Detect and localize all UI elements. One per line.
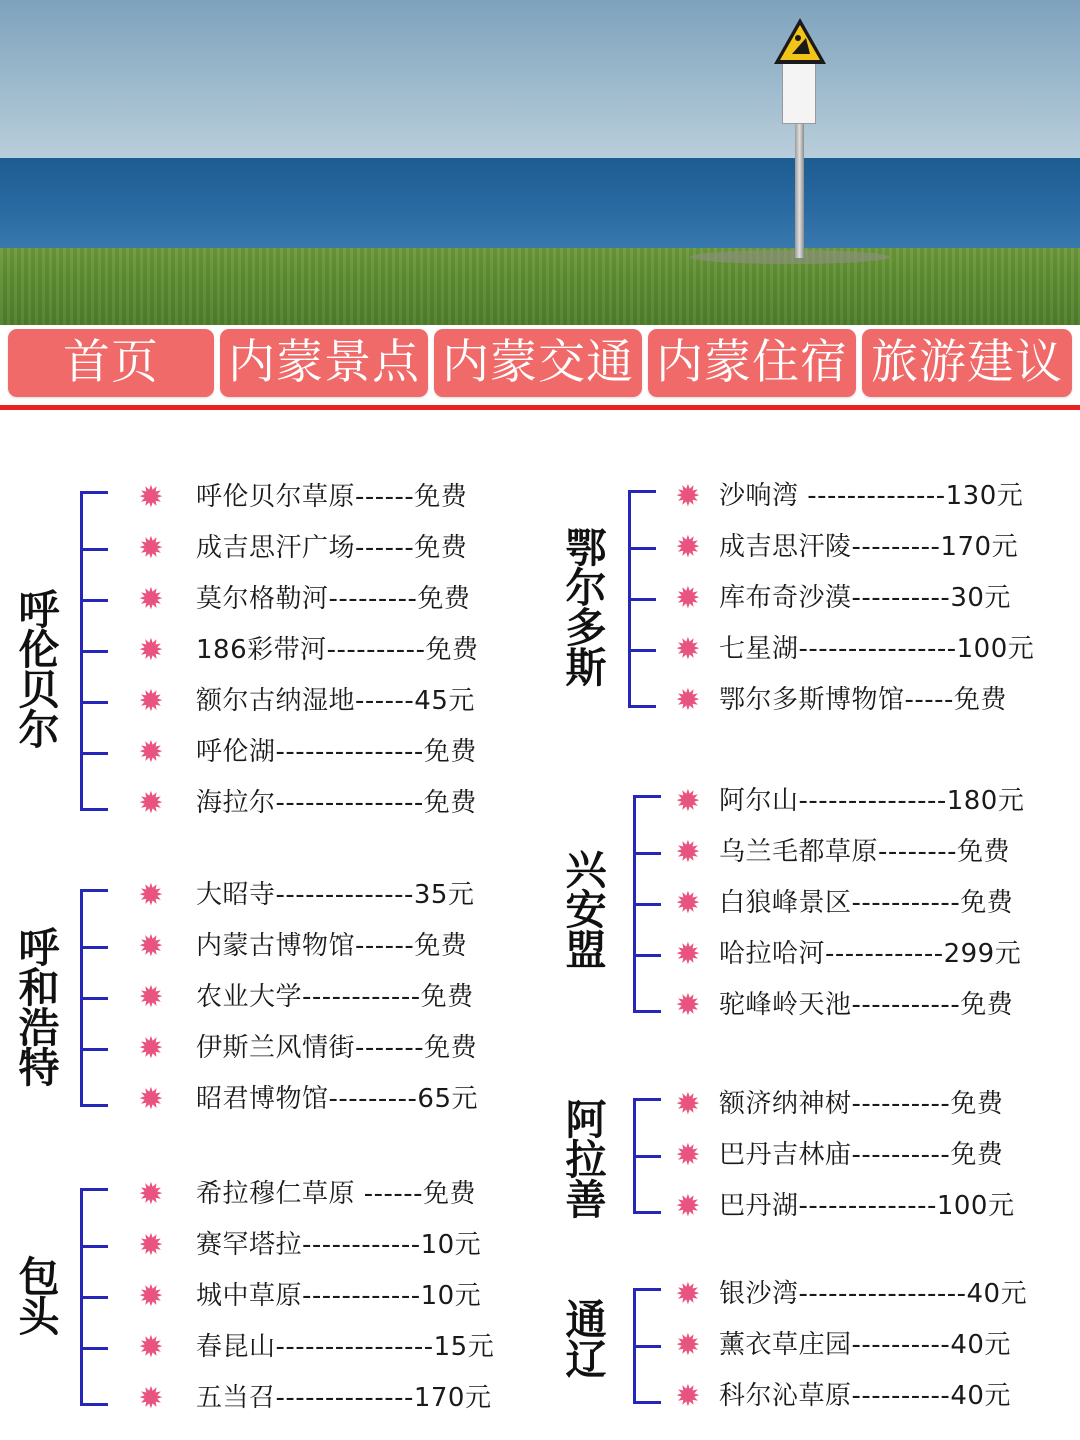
attraction-entry: 巴丹吉林庙----------免费 bbox=[719, 1140, 1004, 1170]
pink-starburst-icon: ✹ bbox=[138, 980, 164, 1015]
tab-travel-tips[interactable]: 旅游建议 bbox=[862, 329, 1072, 397]
tab-attractions[interactable]: 内蒙景点 bbox=[220, 329, 428, 397]
pink-starburst-icon: ✹ bbox=[675, 988, 701, 1023]
tab-accommodation[interactable]: 内蒙住宿 bbox=[648, 329, 856, 397]
attraction-entry: 内蒙古博物馆------免费 bbox=[196, 931, 468, 961]
pink-starburst-icon: ✹ bbox=[138, 531, 164, 566]
attraction-entry: 伊斯兰风情街-------免费 bbox=[196, 1033, 478, 1063]
pink-starburst-icon: ✹ bbox=[138, 1082, 164, 1117]
pink-starburst-icon: ✹ bbox=[675, 835, 701, 870]
bracket-tick bbox=[633, 795, 661, 798]
cliff-warning-sign-icon bbox=[772, 16, 828, 66]
pink-starburst-icon: ✹ bbox=[675, 1138, 701, 1173]
attraction-entry: 库布奇沙漠----------30元 bbox=[719, 583, 1011, 613]
city-label: 通 辽 bbox=[565, 1296, 607, 1384]
pink-starburst-icon: ✹ bbox=[675, 1379, 701, 1414]
pink-starburst-icon: ✹ bbox=[138, 1330, 164, 1365]
city-label: 兴 安 盟 bbox=[565, 846, 607, 974]
bracket-tick bbox=[633, 1401, 661, 1404]
attraction-entry: 五当召--------------170元 bbox=[196, 1383, 492, 1413]
pink-starburst-icon: ✹ bbox=[138, 1381, 164, 1416]
bracket-tick bbox=[80, 1245, 108, 1248]
attraction-entry: 赛罕塔拉------------10元 bbox=[196, 1230, 482, 1260]
city-label: 阿 拉 善 bbox=[565, 1096, 607, 1224]
attraction-entry: 海拉尔---------------免费 bbox=[196, 788, 477, 818]
attraction-entry: 额尔古纳湿地------45元 bbox=[196, 686, 475, 716]
pink-starburst-icon: ✹ bbox=[138, 929, 164, 964]
bracket-tick bbox=[80, 548, 108, 551]
bracket-tick bbox=[80, 1104, 108, 1107]
sign-board bbox=[782, 62, 816, 124]
pink-starburst-icon: ✹ bbox=[138, 786, 164, 821]
attraction-entry: 成吉思汗陵---------170元 bbox=[719, 532, 1019, 562]
header-photo bbox=[0, 0, 1080, 325]
tab-home[interactable]: 首页 bbox=[8, 329, 214, 397]
pink-starburst-icon: ✹ bbox=[675, 784, 701, 819]
attraction-entry: 乌兰毛都草原--------免费 bbox=[719, 837, 1011, 867]
attraction-entry: 阿尔山---------------180元 bbox=[719, 786, 1025, 816]
bracket-tick bbox=[80, 752, 108, 755]
attraction-entry: 大昭寺--------------35元 bbox=[196, 880, 475, 910]
nav-bar bbox=[0, 325, 1080, 415]
bracket-tick bbox=[80, 997, 108, 1000]
bracket-tick bbox=[633, 1155, 661, 1158]
attraction-entry: 呼伦湖---------------免费 bbox=[196, 737, 477, 767]
bracket-tick bbox=[633, 1345, 661, 1348]
nav-divider bbox=[0, 405, 1080, 410]
bracket-tick bbox=[80, 599, 108, 602]
pink-starburst-icon: ✹ bbox=[138, 480, 164, 515]
rocky-shore bbox=[690, 250, 890, 264]
pink-starburst-icon: ✹ bbox=[138, 1228, 164, 1263]
attraction-entry: 白狼峰景区-----------免费 bbox=[719, 888, 1014, 918]
attraction-entry: 银沙湾-----------------40元 bbox=[719, 1279, 1028, 1309]
bracket-tick bbox=[80, 701, 108, 704]
sign-pole bbox=[795, 112, 804, 258]
bracket-tick bbox=[80, 1296, 108, 1299]
pink-starburst-icon: ✹ bbox=[138, 1279, 164, 1314]
city-label: 包 头 bbox=[18, 1253, 60, 1341]
pink-starburst-icon: ✹ bbox=[675, 1328, 701, 1363]
bracket-tick bbox=[628, 649, 656, 652]
attraction-entry: 农业大学------------免费 bbox=[196, 982, 474, 1012]
city-label: 呼 伦 贝 尔 bbox=[18, 586, 60, 754]
bracket-tick bbox=[80, 1188, 108, 1191]
pink-starburst-icon: ✹ bbox=[138, 633, 164, 668]
bracket-tick bbox=[633, 1010, 661, 1013]
attraction-entry: 186彩带河----------免费 bbox=[196, 635, 479, 665]
bracket-tick bbox=[633, 1288, 661, 1291]
grassland bbox=[0, 248, 1080, 325]
bracket-tick bbox=[80, 491, 108, 494]
bracket-tick bbox=[633, 954, 661, 957]
bracket-tick bbox=[628, 490, 656, 493]
bracket-tick bbox=[633, 903, 661, 906]
sea bbox=[0, 158, 1080, 256]
bracket-tick bbox=[80, 1048, 108, 1051]
bracket-tick bbox=[80, 889, 108, 892]
attraction-entry: 希拉穆仁草原 ------免费 bbox=[196, 1179, 477, 1209]
attraction-entry: 城中草原------------10元 bbox=[196, 1281, 482, 1311]
pink-starburst-icon: ✹ bbox=[675, 530, 701, 565]
pink-starburst-icon: ✹ bbox=[138, 582, 164, 617]
attraction-entry: 鄂尔多斯博物馆-----免费 bbox=[719, 685, 1007, 715]
bracket-tick bbox=[628, 705, 656, 708]
bracket-tick bbox=[633, 1211, 661, 1214]
attraction-entry: 莫尔格勒河---------免费 bbox=[196, 584, 471, 614]
attraction-entry: 沙响湾 --------------130元 bbox=[719, 481, 1024, 511]
attraction-entry: 巴丹湖--------------100元 bbox=[719, 1191, 1015, 1221]
bracket-tick bbox=[633, 852, 661, 855]
bracket-tick bbox=[80, 1347, 108, 1350]
pink-starburst-icon: ✹ bbox=[675, 683, 701, 718]
pink-starburst-icon: ✹ bbox=[138, 735, 164, 770]
city-label: 呼 和 浩 特 bbox=[18, 924, 60, 1092]
attraction-entry: 哈拉哈河------------299元 bbox=[719, 939, 1022, 969]
pink-starburst-icon: ✹ bbox=[675, 886, 701, 921]
pink-starburst-icon: ✹ bbox=[675, 1277, 701, 1312]
sky bbox=[0, 0, 1080, 158]
attraction-entry: 科尔沁草原----------40元 bbox=[719, 1381, 1011, 1411]
pink-starburst-icon: ✹ bbox=[675, 581, 701, 616]
attraction-entry: 昭君博物馆---------65元 bbox=[196, 1084, 479, 1114]
attraction-entry: 七星湖----------------100元 bbox=[719, 634, 1035, 664]
bracket-tick bbox=[80, 808, 108, 811]
pink-starburst-icon: ✹ bbox=[675, 937, 701, 972]
bracket-tick bbox=[80, 946, 108, 949]
tab-transport[interactable]: 内蒙交通 bbox=[434, 329, 642, 397]
city-label: 鄂 尔 多 斯 bbox=[565, 524, 607, 692]
pink-starburst-icon: ✹ bbox=[675, 479, 701, 514]
pink-starburst-icon: ✹ bbox=[138, 1031, 164, 1066]
bracket-tick bbox=[80, 1403, 108, 1406]
pink-starburst-icon: ✹ bbox=[138, 684, 164, 719]
attraction-entry: 呼伦贝尔草原------免费 bbox=[196, 482, 468, 512]
pink-starburst-icon: ✹ bbox=[138, 1177, 164, 1212]
attraction-entry: 驼峰岭天池-----------免费 bbox=[719, 990, 1014, 1020]
attraction-entry: 额济纳神树----------免费 bbox=[719, 1089, 1004, 1119]
pink-starburst-icon: ✹ bbox=[675, 1087, 701, 1122]
pink-starburst-icon: ✹ bbox=[675, 632, 701, 667]
attraction-entry: 薰衣草庄园----------40元 bbox=[719, 1330, 1011, 1360]
pink-starburst-icon: ✹ bbox=[138, 878, 164, 913]
pink-starburst-icon: ✹ bbox=[675, 1189, 701, 1224]
bracket-tick bbox=[628, 547, 656, 550]
attraction-entry: 成吉思汗广场------免费 bbox=[196, 533, 468, 563]
attraction-entry: 春昆山----------------15元 bbox=[196, 1332, 495, 1362]
bracket-tick bbox=[628, 598, 656, 601]
bracket-tick bbox=[80, 650, 108, 653]
bracket-tick bbox=[633, 1098, 661, 1101]
